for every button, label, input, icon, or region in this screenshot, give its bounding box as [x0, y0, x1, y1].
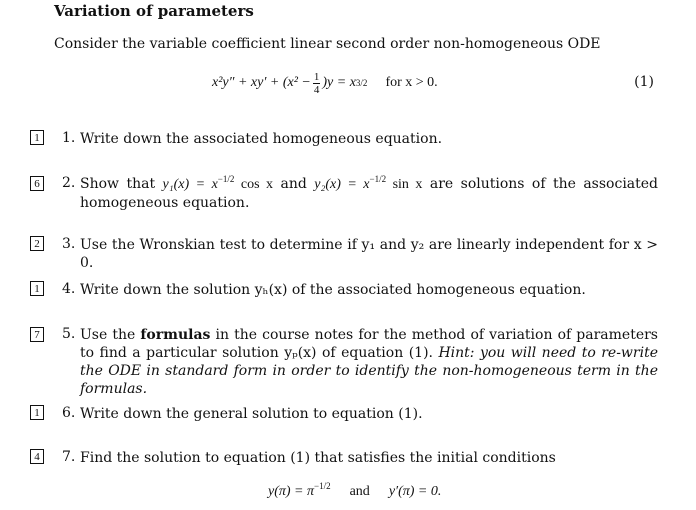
ic-first: y(π) = π: [268, 484, 315, 499]
marks-box: 7: [30, 327, 44, 342]
equation-fraction: [313, 71, 321, 96]
question-number: 1.: [62, 130, 76, 146]
q2-y2: y₂(x) = x: [314, 177, 370, 192]
question-text: [80, 175, 658, 212]
question-text: [80, 326, 658, 398]
equation-condition: for x > 0.: [385, 75, 438, 90]
question-text: Write down the solution yₕ(x) of the associated homogeneous equation.: [80, 282, 586, 298]
equation-number: (1): [634, 74, 654, 90]
q2-y1-exponent: −1/2: [217, 174, 235, 184]
ode-equation: x²y″ + xy′ + (x² − $\frac{1}{4}$ )y = x 3/2 for x > 0.: [212, 70, 438, 96]
intro-text: Consider the variable coefficient linear second order non-homogeneous ODE: [54, 36, 601, 52]
question-text: Use the Wronskian test to determine if y₁ and y₂ are linearly independent for x > 0.: [80, 237, 658, 271]
q5-text-a: Use the: [80, 327, 141, 343]
marks-box: 1: [30, 405, 44, 420]
q2-y2-exponent: −1/2: [369, 174, 387, 184]
equation-lhs-b: )y = x: [322, 75, 356, 90]
marks-box: 1: [30, 130, 44, 145]
q2-text-b: are solutions of the associated homogeneous equation.: [80, 176, 659, 211]
page-title: Variation of parameters: [54, 2, 254, 20]
ic-and: and: [349, 484, 370, 499]
question-text: Write down the associated homogeneous equation.: [80, 131, 443, 147]
q5-text-b: in the course notes for the method of variation of parameters to find a particular solution yₚ(x) of equation (1).: [80, 327, 658, 361]
question-number: 5.: [62, 326, 76, 342]
question-text: Write down the general solution to equation (1).: [80, 406, 423, 422]
equation-lhs-a: x²y″ + xy′ + (x² −: [212, 75, 311, 90]
q5-hint: Hint: you will need to re-write the ODE in standard form in order to identify the non-homogeneous term in the formulas.: [80, 345, 658, 397]
fraction-denominator: 4: [313, 83, 320, 96]
marks-box: 4: [30, 449, 44, 464]
marks-box: 1: [30, 281, 44, 296]
question-text: Find the solution to equation (1) that satisfies the initial conditions: [80, 450, 556, 466]
fraction-numerator: 1: [313, 70, 320, 83]
question-number: 2.: [62, 175, 76, 191]
q2-y1-tail: cos x: [234, 177, 274, 192]
question-number: 4.: [62, 281, 76, 297]
ic-second: y′(π) = 0.: [388, 484, 442, 499]
ic-first-exponent: −1/2: [314, 481, 331, 491]
q2-y1: y₁(x) = x: [162, 177, 218, 192]
question-number: 7.: [62, 449, 76, 465]
q2-and: and: [273, 176, 315, 192]
initial-conditions: [268, 481, 442, 500]
q5-bold: formulas: [140, 327, 211, 343]
q2-y2-tail: sin x: [386, 177, 423, 192]
marks-box: 2: [30, 236, 44, 251]
marks-box: 6: [30, 176, 44, 191]
q2-text-a: Show that: [80, 176, 163, 192]
question-number: 3.: [62, 236, 76, 252]
question-number: 6.: [62, 405, 76, 421]
